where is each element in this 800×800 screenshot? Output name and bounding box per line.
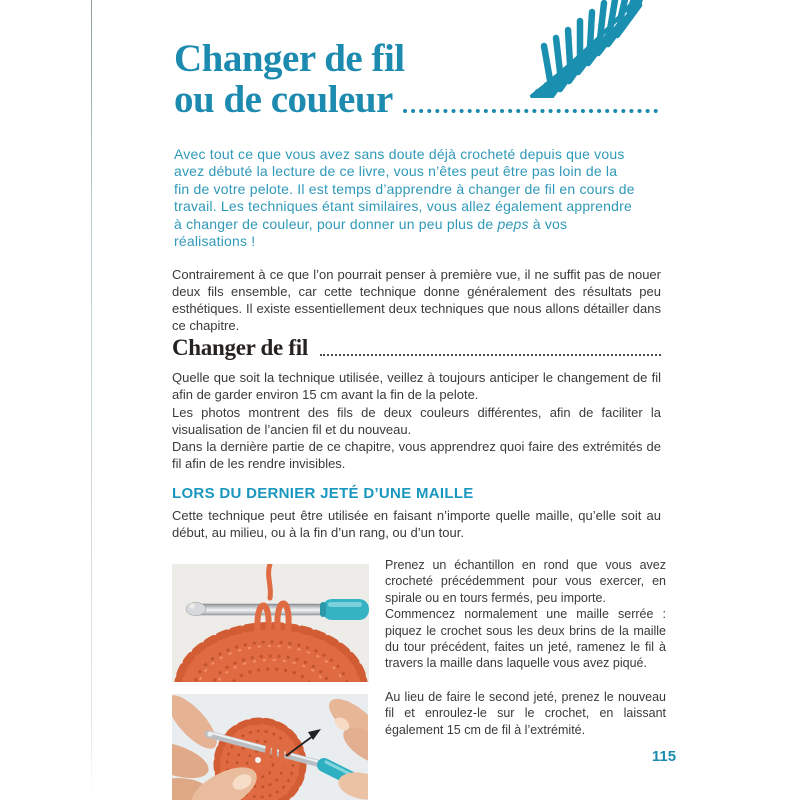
section-paragraph: Les photos montrent des fils de deux couleurs différentes, afin de faciliter la visualisation de l’ancien fil et du nouveau. — [172, 404, 661, 437]
lead-paragraph: Contrairement à ce que l’on pourrait penser à première vue, il ne suffit pas de nouer deux fils ensemble, car cette technique donne généralement des résultats peu esthétiques. Il existe essentiellement deux techniques que nous allons détailler dans ce chapitre. — [172, 267, 661, 333]
step-2-text — [385, 689, 666, 738]
chapter-title-line2: ou de couleur — [174, 78, 393, 121]
section-paragraph: Dans la dernière partie de ce chapitre, vous apprendrez quoi faire des extrémités de fil afin de les rendre invisibles. — [172, 439, 661, 472]
intro-text-end: à vos réalisations ! — [174, 215, 568, 250]
dotted-leader — [403, 109, 658, 113]
intro-italic-word: peps — [497, 215, 529, 232]
photo-hook-two-loops — [172, 564, 369, 682]
page-edge-line — [91, 0, 92, 800]
chapter-title — [174, 38, 658, 120]
sub-section-paragraph: Cette technique peut être utilisée en faisant n’importe quelle maille, qu’elle soit au début, au milieu, ou à la fin d’un rang, ou d’un tour. — [172, 508, 661, 541]
section-heading-text: Changer de fil — [172, 335, 308, 360]
photo-hands-new-yarn — [172, 694, 368, 800]
section-heading — [172, 335, 661, 361]
step-paragraph: Au lieu de faire le second jeté, prenez le nouveau fil et enroulez-le sur le crochet, en laissant également 15 cm de fil à l’extrémité. — [385, 690, 666, 737]
sub-section-heading: LORS DU DERNIER JETÉ D’UNE MAILLE — [172, 485, 474, 502]
chapter-intro — [174, 146, 636, 250]
section-body — [172, 369, 661, 473]
dotted-leader — [320, 354, 661, 356]
step-paragraph: Commencez normalement une maille serrée : piquez le crochet sous les deux brins de la maille du tour précédent, faites un jeté, ramenez le fil à travers la maille dans laquelle vous avez piqué. — [385, 607, 666, 671]
page-number: 115 — [651, 748, 677, 765]
section-paragraph: Quelle que soit la technique utilisée, veillez à toujours anticiper le changement de fil afin de garder environ 15 cm avant la fin de la pelote. — [172, 370, 661, 403]
chapter-title-line1: Changer de fil — [174, 37, 405, 80]
step-1-text — [385, 557, 666, 672]
step-paragraph: Prenez un échantillon en rond que vous avez crocheté précédemment pour vous exercer, en spirale ou en tours fermés, peu importe. — [385, 558, 666, 605]
intro-text-start: Avec tout ce que vous avez sans doute déjà crocheté depuis que vous avez débuté la lecture de ce livre, vous n’êtes peut être pas loin de la fin de votre pelote. Il est temps d’apprendre à changer de fil en cours de travail. Les techniques étant similaires, vous allez également apprendre à changer de couleur, pour donner un peu plus de — [174, 146, 635, 232]
